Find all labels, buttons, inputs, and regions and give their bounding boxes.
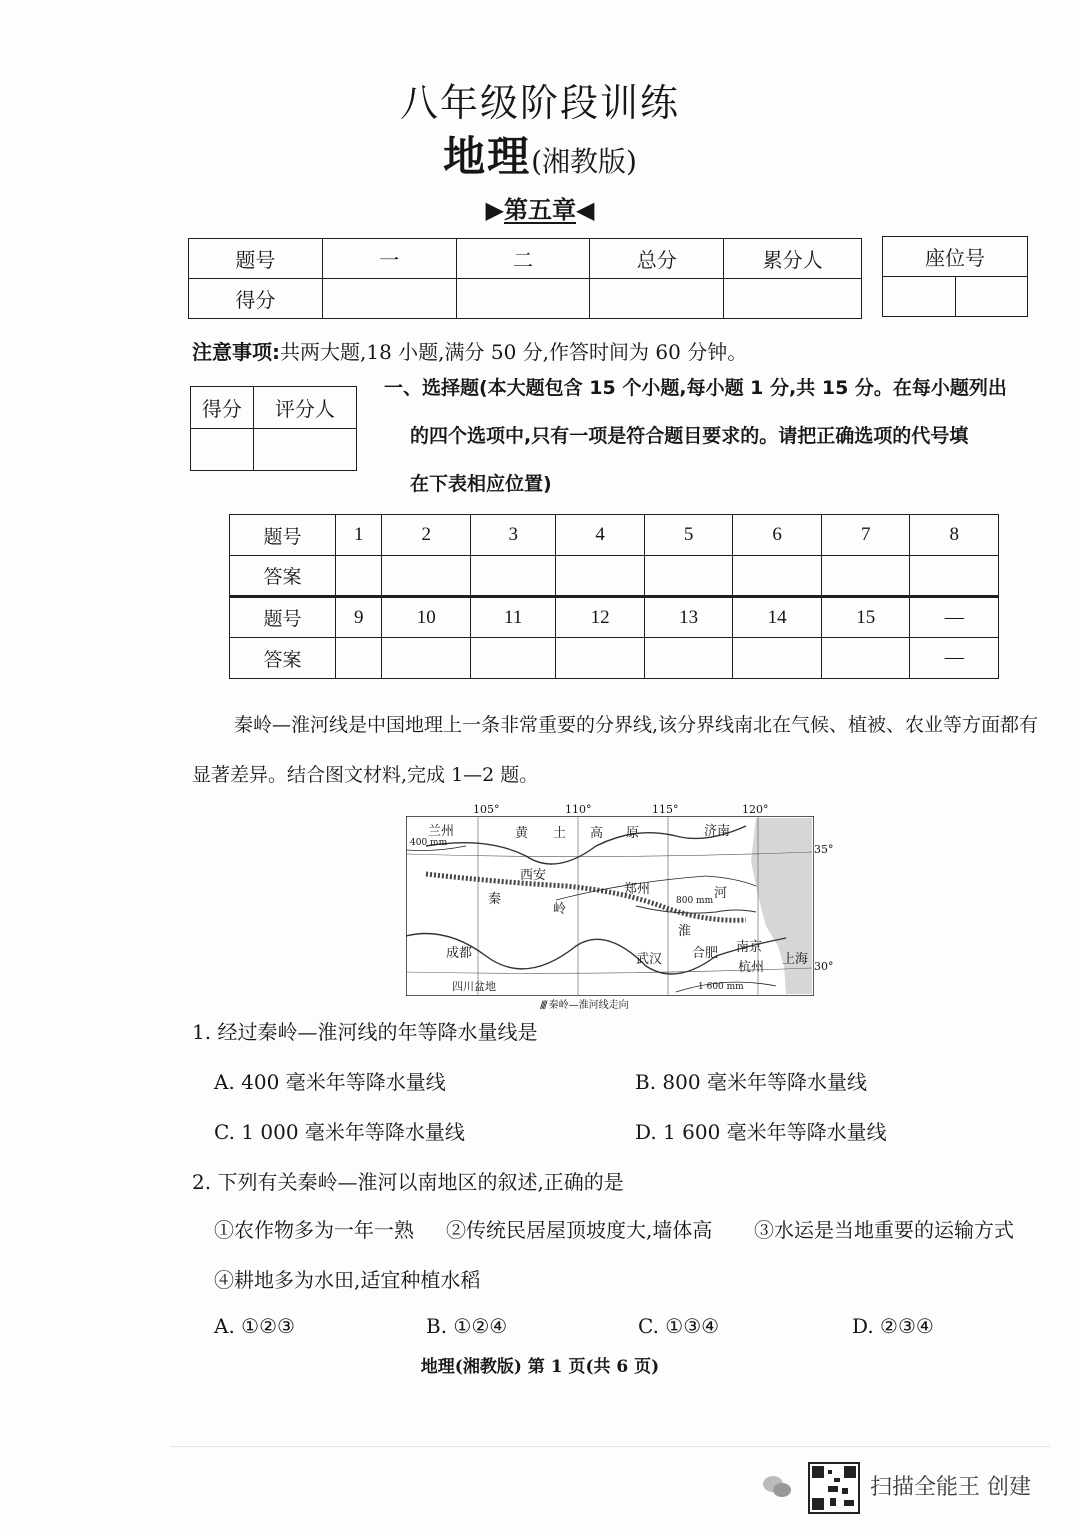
q1-option-d[interactable]: D. 1 600 毫米年等降水量线 (635, 1120, 887, 1144)
grader-name-input[interactable] (253, 429, 356, 471)
q2-stem: 2. 下列有关秦岭—淮河以南地区的叙述,正确的是 (192, 1170, 624, 1194)
q1-option-a[interactable]: A. 400 毫米年等降水量线 (214, 1070, 446, 1094)
lon-label (466, 816, 490, 817)
city-xian: 西安 (520, 868, 547, 883)
map-legend (540, 996, 629, 1011)
answer-cell[interactable] (556, 556, 645, 597)
city-chengdu: 成都 (446, 946, 473, 961)
answer-q-number: 2 (382, 515, 471, 556)
region-label: 高 (590, 826, 604, 841)
answer-q-number: 9 (336, 597, 382, 638)
lon-label-105: 105° (473, 803, 500, 816)
grader-box (190, 386, 357, 471)
q1-option-b[interactable]: B. 800 毫米年等降水量线 (635, 1070, 867, 1094)
answer-q-number: 6 (733, 515, 822, 556)
seat-label: 座位号 (883, 237, 1028, 277)
answer-cell[interactable] (821, 638, 910, 679)
score-header-cell: 总分 (590, 239, 724, 279)
city-nanjing: 南京 (736, 940, 763, 955)
lon-label-110: 110° (565, 803, 592, 816)
lat-label-30: 30° (814, 960, 834, 973)
answer-cell[interactable] (336, 638, 382, 679)
score-input-cell[interactable] (322, 279, 456, 319)
answer-cell[interactable] (644, 638, 733, 679)
region-sichuan-basin: 四川盆地 (452, 980, 496, 993)
chapter-name: 第五章 (504, 195, 576, 224)
notice-label: 注意事项: (192, 340, 280, 364)
subject-title (0, 124, 1080, 184)
score-input-cell[interactable] (590, 279, 724, 319)
q2-statement-2: ②传统民居屋顶坡度大,墙体高 (446, 1218, 713, 1242)
region-label: 秦 (488, 892, 502, 907)
passage: 秦岭—淮河线是中国地理上一条非常重要的分界线,该分界线南北在气候、植被、农业等方面都有显著差异。结合图文材料,完成 1—2 题。 (192, 714, 1039, 786)
isoline-label-400: 400 mm (410, 838, 448, 848)
answer-q-number: 10 (382, 597, 471, 638)
q2-statement-1: ①农作物多为一年一熟 (214, 1218, 414, 1242)
answer-cell[interactable] (470, 638, 555, 679)
lon-label-115: 115° (652, 803, 679, 816)
section1-line: 一、选择题(本大题包含 15 个小题,每小题 1 分,共 15 分。在每小题列出 (384, 377, 1007, 399)
score-row-label: 得分 (189, 279, 323, 319)
page-footer: 地理(湘教版) 第 1 页(共 6 页) (420, 1357, 660, 1377)
answer-a-label: 答案 (230, 638, 336, 679)
answer-q-number: 12 (556, 597, 645, 638)
grader-score-input[interactable] (191, 429, 254, 471)
answer-q-label: 题号 (230, 597, 336, 638)
region-label: 岭 (553, 902, 567, 917)
answer-cell[interactable] (733, 638, 822, 679)
notice-text: 共两大题,18 小题,满分 50 分,作答时间为 60 分钟。 (280, 340, 748, 364)
wechat-icon (762, 1474, 792, 1500)
answer-cell[interactable] (470, 556, 555, 597)
lat-label-35: 35° (814, 843, 834, 856)
region-label: 黄 (515, 826, 529, 841)
answer-q-label: 题号 (230, 515, 336, 556)
legend-hatch-icon: //// (540, 1000, 546, 1011)
score-header-cell: 题号 (189, 239, 323, 279)
section1-heading (384, 364, 1044, 508)
edition-label: (湘教版) (531, 145, 637, 178)
answer-cell[interactable] (336, 556, 382, 597)
q2-statement-4: ④耕地多为水田,适宜种植水稻 (214, 1268, 481, 1292)
answer-cell[interactable] (382, 556, 471, 597)
answer-q-number: 5 (644, 515, 733, 556)
answer-table (229, 514, 999, 679)
q2-option-b[interactable]: B. ①②④ (426, 1314, 508, 1338)
answer-cell[interactable] (644, 556, 733, 597)
answer-cell[interactable] (733, 556, 822, 597)
answer-cell[interactable] (556, 638, 645, 679)
isoline-label-1600: 1 600 mm (698, 982, 744, 992)
section1-line: 的四个选项中,只有一项是符合题目要求的。请把正确选项的代号填 (410, 425, 969, 447)
region-label: 土 (553, 826, 567, 841)
answer-cell[interactable] (821, 556, 910, 597)
answer-q-number: 3 (470, 515, 555, 556)
score-input-cell[interactable] (724, 279, 862, 319)
answer-q-number: 14 (733, 597, 822, 638)
grader-name-label: 评分人 (253, 387, 356, 429)
qr-code-icon (808, 1462, 860, 1514)
isoline-label-800: 800 mm (676, 896, 714, 906)
q1-option-c[interactable]: C. 1 000 毫米年等降水量线 (214, 1120, 465, 1144)
city-wuhan: 武汉 (636, 952, 663, 967)
page-title: 八年级阶段训练 (399, 81, 680, 125)
answer-a-label: 答案 (230, 556, 336, 597)
q2-option-a[interactable]: A. ①②③ (214, 1314, 295, 1338)
city-shanghai: 上海 (782, 952, 809, 967)
divider (170, 1446, 1050, 1447)
answer-q-number: 1 (336, 515, 382, 556)
notice (192, 336, 747, 365)
city-hefei: 合肥 (692, 946, 719, 961)
city-zhengzhou: 郑州 (624, 882, 651, 897)
answer-q-number: 7 (821, 515, 910, 556)
answer-cell-dash: — (910, 638, 999, 679)
lon-label-120: 120° (742, 803, 769, 816)
answer-q-number: 11 (470, 597, 555, 638)
seat-input-cell[interactable] (883, 277, 956, 317)
answer-q-number: 15 (821, 597, 910, 638)
legend-text: 秦岭—淮河线走向 (548, 1000, 629, 1011)
answer-q-number: — (910, 597, 999, 638)
q1-stem: 1. 经过秦岭—淮河线的年等降水量线是 (192, 1020, 538, 1044)
city-hangzhou: 杭州 (738, 960, 765, 975)
triangle-right-icon: ▶ (485, 195, 504, 224)
q2-statement-3: ③水运是当地重要的运输方式 (754, 1218, 1014, 1242)
seat-number-box (882, 236, 1028, 317)
answer-cell[interactable] (910, 556, 999, 597)
city-lanzhou: 兰州 (428, 824, 455, 839)
region-label: 河 (714, 886, 728, 901)
grader-score-label: 得分 (191, 387, 254, 429)
triangle-left-icon: ◀ (576, 195, 595, 224)
score-header-cell: 一 (322, 239, 456, 279)
q2-option-d[interactable]: D. ②③④ (852, 1314, 934, 1338)
score-header-cell: 二 (456, 239, 590, 279)
q2-option-c[interactable]: C. ①③④ (638, 1314, 720, 1338)
answer-cell[interactable] (382, 638, 471, 679)
region-label: 淮 (678, 924, 692, 939)
chapter-label (0, 190, 1080, 225)
score-table (188, 238, 862, 319)
answer-q-number: 13 (644, 597, 733, 638)
score-header-cell: 累分人 (724, 239, 862, 279)
subject-name: 地理 (443, 132, 532, 181)
seat-input-cell[interactable] (955, 277, 1028, 317)
section1-line: 在下表相应位置) (410, 473, 552, 495)
answer-q-number: 4 (556, 515, 645, 556)
watermark-text: 扫描全能王 创建 (870, 1475, 1031, 1500)
city-jinan: 济南 (704, 824, 731, 839)
answer-q-number: 8 (910, 515, 999, 556)
region-label: 原 (626, 826, 640, 841)
score-input-cell[interactable] (456, 279, 590, 319)
